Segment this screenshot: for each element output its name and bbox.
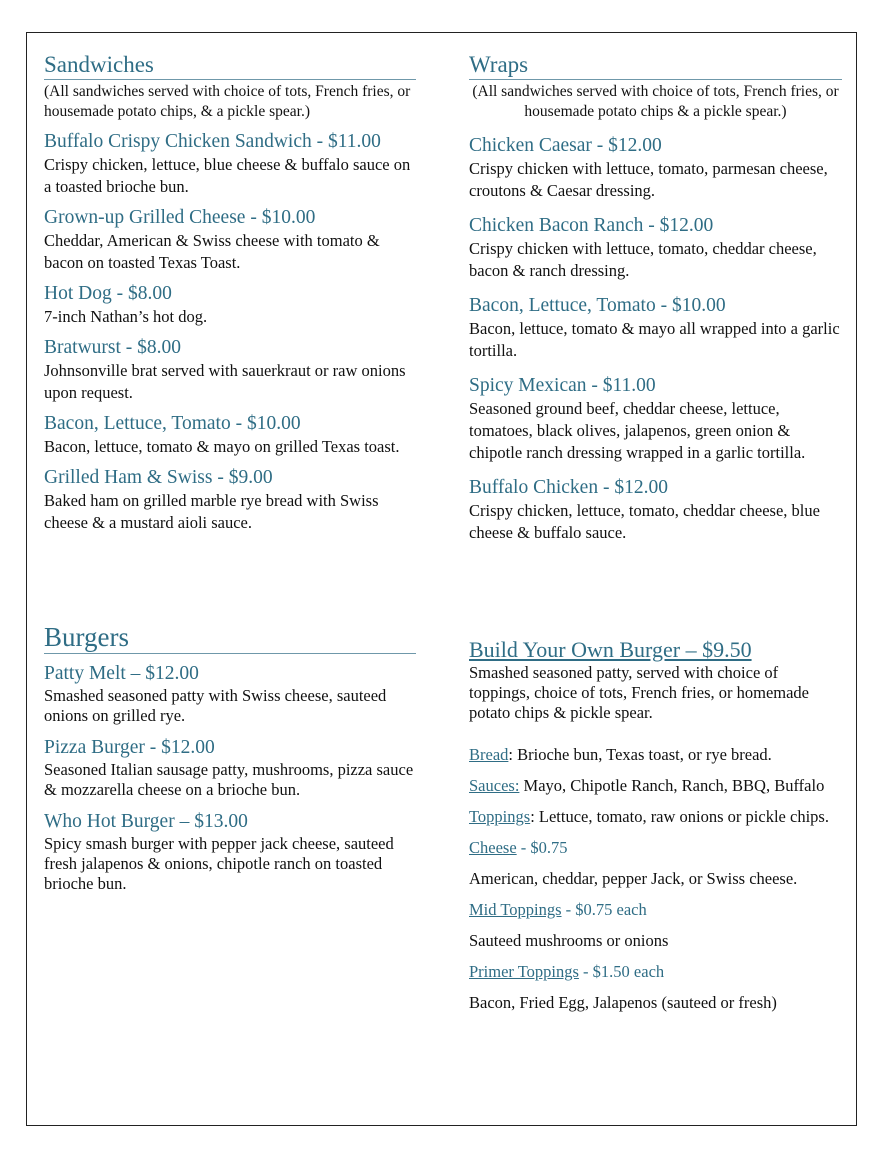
burgers-section [44, 622, 416, 894]
item-title: Hot Dog - $8.00 [44, 283, 172, 304]
toppings-option [469, 806, 842, 828]
menu-item [44, 810, 416, 894]
primer-toppings-label: Primer Toppings [469, 962, 579, 981]
menu-item [44, 336, 416, 404]
cheese-label: Cheese [469, 838, 517, 857]
item-title: Chicken Bacon Ranch - $12.00 [469, 215, 714, 236]
mid-toppings-label: Mid Toppings [469, 900, 562, 919]
item-title: Bacon, Lettuce, Tomato - $10.00 [469, 295, 726, 316]
item-desc: Crispy chicken, lettuce, blue cheese & buffalo sauce on a toasted brioche bun. [44, 155, 411, 196]
item-title: Bratwurst - $8.00 [44, 337, 182, 358]
item-desc: Cheddar, American & Swiss cheese with tomato & bacon on toasted Texas Toast. [44, 231, 380, 272]
item-desc: Seasoned ground beef, cheddar cheese, lettuce, tomatoes, black olives, jalapenos, green onion & chipotle ranch dressing wrapped in a garlic tortilla. [469, 399, 806, 462]
wraps-heading: Wraps [469, 52, 842, 80]
menu-item [44, 736, 416, 800]
menu-item [469, 294, 842, 362]
bread-option [469, 744, 842, 766]
menu-item [44, 282, 416, 328]
mid-toppings-text: Sauteed mushrooms or onions [469, 931, 669, 950]
toppings-label: Toppings [469, 807, 531, 826]
item-desc: Baked ham on grilled marble rye bread with Swiss cheese & a mustard aioli sauce. [44, 491, 379, 532]
item-desc: Spicy smash burger with pepper jack cheese, sauteed fresh jalapenos & onions, chipotle ranch on toasted brioche bun. [44, 834, 394, 893]
menu-item [469, 134, 842, 202]
bread-label: Bread [469, 745, 509, 764]
item-desc: Seasoned Italian sausage patty, mushrooms, pizza sauce & mozzarella cheese on a brioche bun. [44, 760, 414, 799]
mid-toppings-price: - $0.75 each [561, 900, 647, 919]
wraps-note: (All sandwiches served with choice of tots, French fries, or housemade potato chips & a pickle spear.) [472, 83, 839, 120]
item-desc: Crispy chicken with lettuce, tomato, cheddar cheese, bacon & ranch dressing. [469, 239, 817, 280]
menu-item [44, 206, 416, 274]
cheese-text: American, cheddar, pepper Jack, or Swiss cheese. [469, 869, 798, 888]
sauces-text: Mayo, Chipotle Ranch, Ranch, BBQ, Buffalo [519, 776, 825, 795]
mid-toppings-option [469, 899, 842, 921]
toppings-text: : Lettuce, tomato, raw onions or pickle chips. [530, 807, 829, 826]
menu-item [44, 662, 416, 726]
burgers-heading: Burgers [44, 622, 416, 654]
item-desc: Crispy chicken, lettuce, tomato, cheddar cheese, blue cheese & buffalo sauce. [469, 501, 820, 542]
item-desc: Bacon, lettuce, tomato & mayo on grilled Texas toast. [44, 437, 400, 456]
byob-title: Build Your Own Burger – $9.50 [469, 637, 752, 662]
item-title: Buffalo Chicken - $12.00 [469, 477, 668, 498]
byob-desc: Smashed seasoned patty, served with choice of toppings, choice of tots, French fries, or homemade potato chips & pickle spear. [469, 663, 809, 722]
menu-item [44, 412, 416, 458]
menu-item [44, 130, 416, 198]
sauces-option [469, 775, 842, 797]
item-title: Buffalo Crispy Chicken Sandwich - $11.00 [44, 131, 381, 152]
sandwiches-note: (All sandwiches served with choice of tots, French fries, or housemade potato chips, & a pickle spear.) [44, 83, 411, 120]
item-title: Pizza Burger - $12.00 [44, 737, 215, 758]
item-desc: 7-inch Nathan’s hot dog. [44, 307, 208, 326]
item-desc: Crispy chicken with lettuce, tomato, parmesan cheese, croutons & Caesar dressing. [469, 159, 828, 200]
menu-item [469, 374, 842, 464]
item-title: Patty Melt – $12.00 [44, 663, 199, 684]
primer-toppings-text: Bacon, Fried Egg, Jalapenos (sauteed or fresh) [469, 993, 777, 1012]
item-desc: Johnsonville brat served with sauerkraut or raw onions upon request. [44, 361, 406, 402]
bread-text: : Brioche bun, Texas toast, or rye bread. [508, 745, 772, 764]
wraps-section [469, 52, 842, 544]
menu-item [469, 476, 842, 544]
item-title: Chicken Caesar - $12.00 [469, 135, 662, 156]
cheese-price: - $0.75 [516, 838, 568, 857]
item-title: Who Hot Burger – $13.00 [44, 811, 248, 832]
cheese-option [469, 837, 842, 859]
sauces-label: Sauces: [469, 776, 520, 795]
item-title: Bacon, Lettuce, Tomato - $10.00 [44, 413, 301, 434]
sandwiches-heading: Sandwiches [44, 52, 416, 80]
sandwiches-section [44, 52, 416, 534]
byob-section [469, 637, 842, 1014]
item-desc: Bacon, lettuce, tomato & mayo all wrapped into a garlic tortilla. [469, 319, 840, 360]
item-title: Grown-up Grilled Cheese - $10.00 [44, 207, 316, 228]
primer-toppings-price: - $1.50 each [578, 962, 665, 981]
item-desc: Smashed seasoned patty with Swiss cheese, sauteed onions on grilled rye. [44, 686, 387, 725]
primer-toppings-option [469, 961, 842, 983]
item-title: Spicy Mexican - $11.00 [469, 375, 656, 396]
menu-item [44, 466, 416, 534]
menu-item [469, 214, 842, 282]
item-title: Grilled Ham & Swiss - $9.00 [44, 467, 273, 488]
